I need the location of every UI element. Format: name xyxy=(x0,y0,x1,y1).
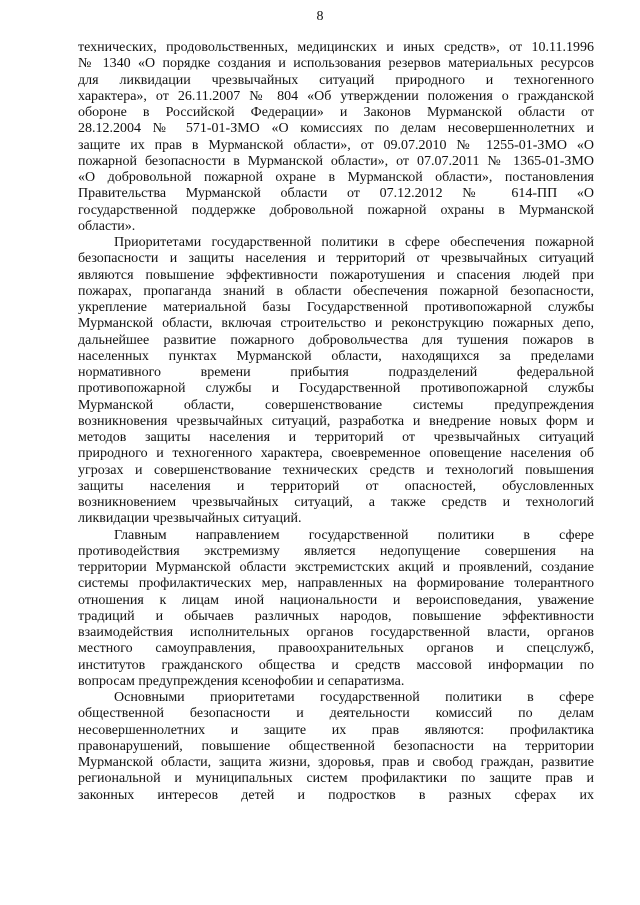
text-line: традиций и обычаев различных народов, повышение эффективности xyxy=(78,608,594,624)
text-line: характера», от 26.11.2007 № 804 «Об утверждении положения о гражданской xyxy=(78,88,594,104)
text-line: государственной поддержке добровольной пожарной охраны в Мурманской xyxy=(78,202,594,218)
text-line: для ликвидации чрезвычайных ситуаций природного и техногенного xyxy=(78,72,594,88)
text-line: пожарной безопасности в Мурманской области», от 07.07.2011 № 1365-01-ЗМО xyxy=(78,153,594,169)
text-line: методов защиты населения и территорий от чрезвычайных ситуаций xyxy=(78,430,594,445)
text-line: защиты населения и территорий от опасностей, обусловленных xyxy=(78,478,594,494)
text-line: № 1340 «О порядке создания и использования резервов материальных ресурсов xyxy=(78,56,594,72)
text-line: законных интересов детей и подростков в разных сферах их xyxy=(78,787,594,803)
text-line: дальнейшее развитие пожарного добровольчества для тушения пожаров в xyxy=(78,332,594,348)
text-line: противодействия экстремизму является недопущение совершения на xyxy=(78,543,594,559)
text-line: несовершеннолетних и защите их прав являются: профилактика xyxy=(78,722,594,738)
paragraph-first-line: Основными приоритетами государственной политики в сфере xyxy=(114,690,594,705)
text-line: укрепление материальной базы Государственной противопожарной службы xyxy=(78,300,594,315)
page-number: 8 xyxy=(316,9,324,24)
text-line: общественной безопасности и деятельности комиссий по делам xyxy=(78,706,594,722)
text-line: Правительства Мурманской области от 07.12.2012 № 614-ПП «О xyxy=(78,186,594,202)
text-line: системы профилактических мер, направленных на формирование толерантного xyxy=(78,576,594,592)
text-line: вопросам предупреждения ксенофобии и сепаратизма. xyxy=(78,673,405,689)
text-line: взаимодействия исполнительных органов государственной власти, органов xyxy=(78,625,594,640)
text-line: Мурманской области, защита жизни, здоровья, прав и свобод граждан, развитие xyxy=(78,755,594,770)
text-line: 28.12.2004 № 571-01-ЗМО «О комиссиях по делам несовершеннолетних и xyxy=(78,121,594,137)
text-line: институтов гражданского общества и средств массовой информации по xyxy=(78,657,594,673)
text-line: природного и техногенного характера, своевременное оповещение населения об xyxy=(78,446,594,462)
paragraph-first-line: Главным направлением государственной политики в сфере xyxy=(114,527,594,543)
text-line: «О добровольной пожарной охране в Мурманской области», постановления xyxy=(78,170,594,185)
text-line: местного самоуправления, правоохранительных органов и спецслужб, xyxy=(78,641,594,657)
text-line: возникновением чрезвычайных ситуаций, а также средств и технологий xyxy=(78,495,594,510)
text-line: пожарах, пропаганда знаний в области обеспечения пожарной безопасности, xyxy=(78,283,594,299)
text-line: населенных пунктах Мурманской области, находящихся за пределами xyxy=(78,348,594,364)
text-line: ликвидации чрезвычайных ситуаций. xyxy=(78,511,302,527)
text-line: возникновения чрезвычайных ситуаций, разработка и внедрение новых форм и xyxy=(78,413,594,429)
text-line: являются повышение эффективности пожаротушения и спасения людей при xyxy=(78,267,594,283)
text-line: отношения к лицам иной национальности и вероисповедания, уважение xyxy=(78,592,594,608)
text-line: Мурманской области, включая строительство и реконструкцию пожарных депо, xyxy=(78,316,594,332)
paragraph-first-line: Приоритетами государственной политики в сфере обеспечения пожарной xyxy=(114,235,594,250)
text-line: региональной и муниципальных систем профилактики по защите прав и xyxy=(78,771,594,787)
text-line: технических, продовольственных, медицинских и иных средств», от 10.11.1996 xyxy=(78,40,594,55)
text-line: нормативного времени прибытия подразделений федеральной xyxy=(78,365,594,380)
text-line: территории Мурманской области экстремистских акций и проявлений, создание xyxy=(78,560,594,575)
text-line: противопожарной службы и Государственной противопожарной службы xyxy=(78,381,594,397)
text-line: обороне в Российской Федерации» и Законов Мурманской области от xyxy=(78,105,594,120)
text-line: угрозах и совершенствование технических средств и технологий повышения xyxy=(78,462,594,478)
text-line: защите их прав в Мурманской области», от 09.07.2010 № 1255-01-ЗМО «О xyxy=(78,137,594,153)
text-line: Мурманской области, совершенствование системы предупреждения xyxy=(78,397,594,413)
text-line: правонарушений, повышение общественной безопасности на территории xyxy=(78,738,594,754)
text-line: безопасности и защиты населения и территорий от чрезвычайных ситуаций xyxy=(78,251,594,267)
document-text-body xyxy=(78,40,594,804)
text-line: области». xyxy=(78,218,136,234)
